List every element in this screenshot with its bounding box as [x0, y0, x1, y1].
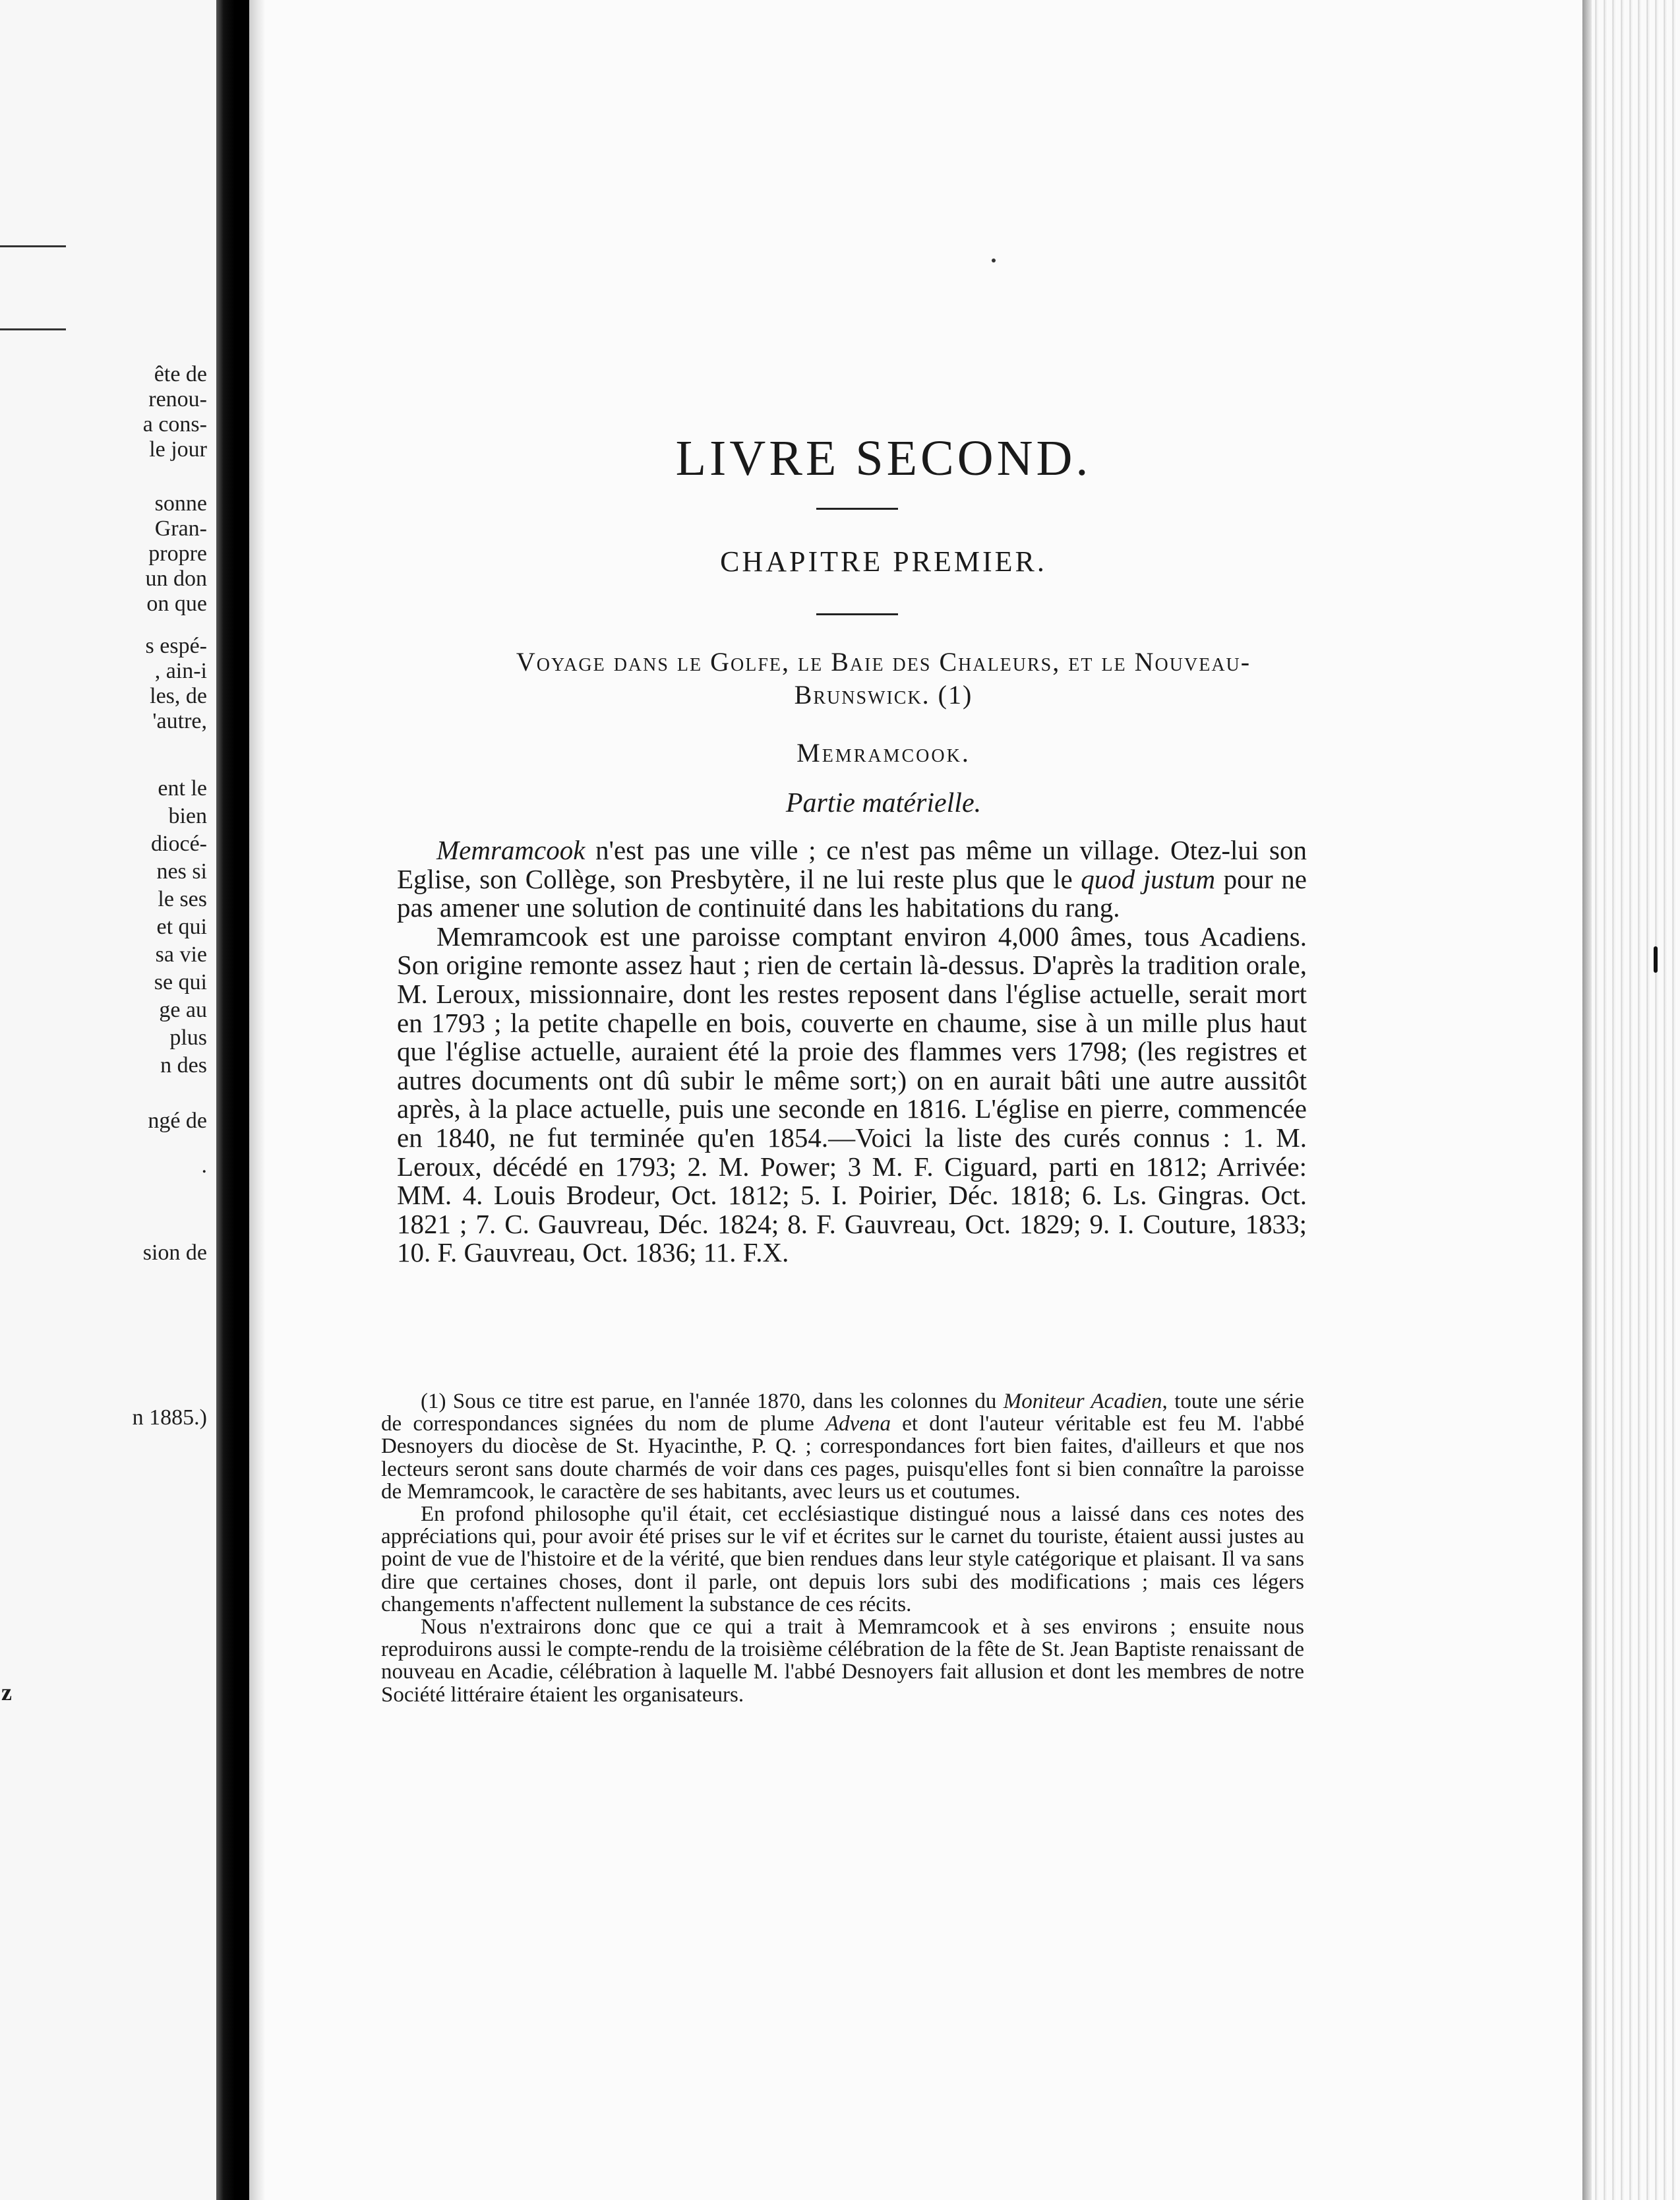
left-page-line: a cons-	[142, 412, 207, 437]
left-page-line: n des	[160, 1053, 207, 1078]
left-page-line: ngé de	[148, 1109, 207, 1133]
binding-gutter	[216, 0, 235, 2200]
left-page-line: .	[201, 1153, 207, 1178]
left-page-line: n 1885.)	[132, 1405, 207, 1430]
left-page-line: diocé-	[151, 832, 207, 856]
left-page-line: on que	[146, 592, 207, 616]
subsection-title: Partie matérielle.	[785, 788, 982, 818]
binding-shadow	[235, 0, 249, 2200]
text-run: (1) Sous ce titre est parue, en l'année 1870, dans les colonnes du	[421, 1390, 1004, 1413]
italic-latin-phrase: quod justum	[1081, 863, 1216, 894]
text-run: pour ne pas amener une solution de continuité dans les habitations du rang.	[397, 863, 1307, 923]
page-inner-shadow	[249, 0, 265, 2200]
left-page-line: le jour	[149, 437, 207, 462]
left-page-line: ent le	[158, 776, 207, 801]
left-page-line: ête de	[154, 362, 207, 386]
left-page-line: sonne	[154, 491, 207, 516]
left-page-line: et qui	[156, 915, 207, 939]
left-page-line: les, de	[150, 684, 207, 708]
footnote	[381, 1390, 1304, 1706]
chapter-title: CHAPITRE PREMIER.	[720, 545, 1047, 578]
left-page-line: ge au	[159, 998, 207, 1022]
left-page-line: renou-	[148, 387, 207, 412]
left-page-line: plus	[169, 1025, 207, 1050]
left-page-line: nes si	[156, 859, 207, 884]
left-page-line: bien	[168, 804, 207, 828]
left-page-line: , ain-i	[154, 659, 207, 683]
section-title-line-1: Voyage dans le Golfe, le Baie des Chaleurs, et le Nouveau-	[516, 647, 1251, 677]
text-run: et dont l'auteur véritable est feu M. l'abbé Desnoyers du diocèse de St. Hyacinthe, P. Q. ; correspondances fort bien faites, d'ailleurs et que nos lecteurs seront sans doute charmés de voir dans ces pages, puisqu'elles font si bien connaître la paroisse de Memramcook, le caractère de ses habitants, avec leurs us et coutumes.	[381, 1412, 1304, 1504]
italic-newspaper-name: Moniteur Acadien	[1003, 1390, 1162, 1413]
left-page-line: s espé-	[145, 634, 207, 658]
footnote-paragraph-2: En profond philosophe qu'il était, cet ecclésiastique distingué nous a laissé dans ces notes des appréciations qui, pour avoir été prises sur le vif et écrites sur le carnet du touriste, étaient aussi justes au point de vue de l'histoire et de la vérité, que bien rendues dans leur style catégorique et plaisant. Il va sans dire que certaines choses, dont il parle, ont depuis lors subi des modifications ; mais ces légers changements n'affectent nullement la substance de ces récits.	[381, 1502, 1304, 1616]
text-run: n'est pas une ville ; ce n'est pas même un village. Otez-lui son Eglise, son Collège, son Presbytère, il ne lui reste plus que le	[397, 835, 1307, 894]
left-page-line: sion de	[142, 1240, 207, 1265]
ink-speck	[992, 259, 996, 262]
left-facing-page	[0, 0, 216, 2200]
left-page-line: se qui	[154, 970, 207, 994]
italic-place-name: Memramcook	[436, 835, 585, 865]
page-edge-stack	[1582, 0, 1680, 2200]
page-edge-shadow	[1582, 0, 1592, 2200]
chapter-rule	[816, 613, 898, 615]
footnote-paragraph-3: Nous n'extrairons donc que ce qui a trait à Memramcook et à ses environs ; ensuite nous reproduirons aussi le compte-rendu de la troisième célébration de la fête de St. Jean Baptiste renaissant de nouveau en Acadie, célébration à laquelle M. l'abbé Desnoyers fait allusion et dont les membres de notre Société littéraire étaient les organisateurs.	[381, 1615, 1304, 1707]
left-page-line: 'autre,	[152, 709, 207, 733]
body-paragraph-2: Memramcook est une paroisse comptant environ 4,000 âmes, tous Acadiens. Son origine remonte assez haut ; rien de certain là-dessus. D'après la tradition orale, M. Leroux, missionnaire, dont les restes reposent dans l'église actuelle, serait mort en 1793 ; la petite chapelle en bois, couverte en chaume, sise à un mille plus haut que l'église actuelle, auraient été la proie des flammes vers 1798; (les registres et autres documents ont dû subir le même sort;) on en aurait bâti une autre aussitôt après, à la place actuelle, puis une seconde en 1816. L'église en pierre, commencée en 1840, ne fut terminée qu'en 1854.—Voici la liste des curés connus : 1. M. Leroux, décédé en 1793; 2. M. Power; 3 M. F. Ciguard, parti en 1812; Arrivée: MM. 4. Louis Brodeur, Oct. 1812; 5. I. Poirier, Déc. 1818; 6. Ls. Gingras. Oct. 1821 ; 7. C. Gauvreau, Déc. 1824; 8. F. Gauvreau, Oct. 1829; 9. I. Couture, 1833; 10. F. Gauvreau, Oct. 1836; 11. F.X.	[397, 921, 1307, 1268]
section-title-line-2: Brunswick. (1)	[794, 680, 973, 710]
title-rule	[816, 508, 898, 510]
italic-pen-name: Advena	[825, 1412, 891, 1436]
book-title: LIVRE SECOND.	[675, 431, 1092, 486]
left-page-line: le ses	[158, 887, 207, 911]
edge-ink-mark	[1654, 946, 1658, 973]
body-text	[397, 836, 1307, 1268]
left-page-line: propre	[148, 541, 207, 566]
text-run: , toute une série de correspondances signées du nom de plume	[381, 1390, 1304, 1436]
footnote-paragraph-1	[381, 1390, 1304, 1503]
place-title: Memramcook.	[796, 738, 971, 768]
left-page-mark: z	[1, 1679, 12, 1705]
left-page-line: un don	[145, 566, 207, 591]
body-paragraph-1	[397, 836, 1307, 923]
left-page-line: Gran-	[154, 516, 207, 541]
left-page-line: sa vie	[155, 942, 207, 967]
left-page-rule	[0, 245, 66, 247]
left-page-rule	[0, 328, 66, 330]
